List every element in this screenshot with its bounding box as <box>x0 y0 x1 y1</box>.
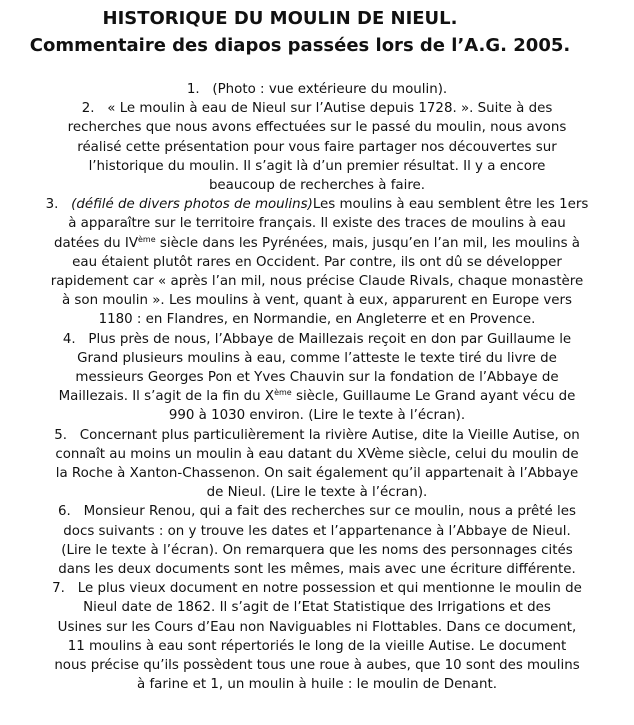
text-line: à apparaître sur le territoire français. Il existe des traces de moulins à eau <box>68 216 566 232</box>
item-text: Concernant plus particulièrement la rivière Autise, dite la Vieille Autise, on <box>79 427 580 443</box>
text-line: Nieul date de 1862. Il s’agit de l’Etat Statistique des Irrigations et des <box>83 600 551 616</box>
text-line <box>8 99 626 118</box>
text-line: 11 moulins à eau sont répertoriés le long de la vieille Autise. Le document <box>67 638 567 654</box>
item-text: Les moulins à eau semblent être les 1ers <box>312 197 589 213</box>
text-line: rapidement car « après l’an mil, nous précise Claude Rivals, chaque monastère <box>50 274 584 290</box>
text-line: de Nieul. (Lire le texte à l’écran). <box>206 485 428 501</box>
item-number: 7. <box>52 581 65 597</box>
text-line: réalisé cette présentation pour vous faire partager nos découvertes sur <box>77 139 557 155</box>
list-item <box>8 99 626 195</box>
text-line: Usines sur les Cours d’Eau non Naviguables ni Flottables. Dans ce document, <box>57 619 577 635</box>
item-italic-text: (défilé de divers photos de moulins) <box>71 197 313 213</box>
text-line: Grand plusieurs moulins à eau, comme l’atteste le texte tiré du livre de <box>77 350 557 366</box>
text-line: 990 à 1030 environ. (Lire le texte à l’écran). <box>168 408 466 424</box>
text-line: eau étaient plutôt rares en Occident. Par contre, ils ont dû se développer <box>72 254 562 270</box>
text-line: connaît au moins un moulin à eau datant du XVème siècle, celui du moulin de <box>55 446 579 462</box>
text-line: 1180 : en Flandres, en Normandie, en Angleterre et en Provence. <box>98 312 536 328</box>
list-item <box>8 579 626 694</box>
text-line <box>8 80 626 99</box>
text-line: datées du IVème siècle dans les Pyrénées, mais, jusqu’en l’an mil, les moulins à <box>53 234 581 251</box>
text-line: (Lire le texte à l’écran). On remarquera que les noms des personnages cités <box>61 542 573 558</box>
text-line <box>8 502 626 521</box>
text-line: docs suivants : on y trouve les dates et l’appartenance à l’Abbaye de Nieul. <box>63 523 571 539</box>
item-number: 1. <box>186 82 200 97</box>
document-subtitle: Commentaire des diapos passées lors de l’A.G. 2005. <box>29 35 571 56</box>
list-item <box>8 502 626 579</box>
text-line <box>8 579 626 598</box>
text-line: à farine et 1, un moulin à huile : le moulin de Denant. <box>137 677 497 693</box>
text-line: messieurs Georges Pon et Yves Chauvin sur la fondation de l’Abbaye de <box>75 370 559 386</box>
superscript: ème <box>274 388 292 398</box>
list-item <box>8 80 626 99</box>
item-number: 4. <box>62 331 76 347</box>
list-item <box>8 426 626 503</box>
text-line: la Roche à Xanton-Chassenon. On sait également qu’il appartenait à l’Abbaye <box>55 466 579 482</box>
item-text: Plus près de nous, l’Abbaye de Maillezais reçoit en don par Guillaume le <box>88 331 572 347</box>
numbered-list <box>8 80 626 695</box>
text-line: Maillezais. Il s’agit de la fin du Xème siècle, Guillaume Le Grand ayant vécu de <box>58 388 576 405</box>
text-line <box>8 426 626 445</box>
item-number: 5. <box>54 427 68 443</box>
list-item <box>8 330 626 426</box>
list-item <box>8 195 626 329</box>
text-line: dans les deux documents sont les mêmes, mais avec une écriture différente. <box>58 562 576 578</box>
item-text: (Photo : vue extérieure du moulin). <box>212 82 448 97</box>
text-line: recherches que nous avons effectuées sur le passé du moulin, nous avons <box>67 120 567 136</box>
superscript: ème <box>138 234 156 244</box>
item-number: 3. <box>45 197 59 213</box>
item-number: 2. <box>81 101 95 117</box>
item-text: Monsieur Renou, qui a fait des recherches sur ce moulin, nous a prêté les <box>83 504 576 520</box>
text-line: beaucoup de recherches à faire. <box>208 178 426 194</box>
text-line: à son moulin ». Les moulins à vent, quant à eux, apparurent en Europe vers <box>61 293 573 309</box>
text-line: l’historique du moulin. Il s’agit là d’un premier résultat. Il y a encore <box>88 158 546 174</box>
document-title: HISTORIQUE DU MOULIN DE NIEUL. <box>102 8 458 29</box>
item-text: Le plus vieux document en notre possession et qui mentionne le moulin de <box>77 581 582 597</box>
item-number: 6. <box>58 504 71 520</box>
text-line <box>8 330 626 349</box>
text-line <box>8 195 626 214</box>
text-line: nous précise qu’ils possèdent tous une roue à aubes, que 10 sont des moulins <box>54 658 580 674</box>
item-text: « Le moulin à eau de Nieul sur l’Autise depuis 1728. ». Suite à des <box>107 101 553 117</box>
